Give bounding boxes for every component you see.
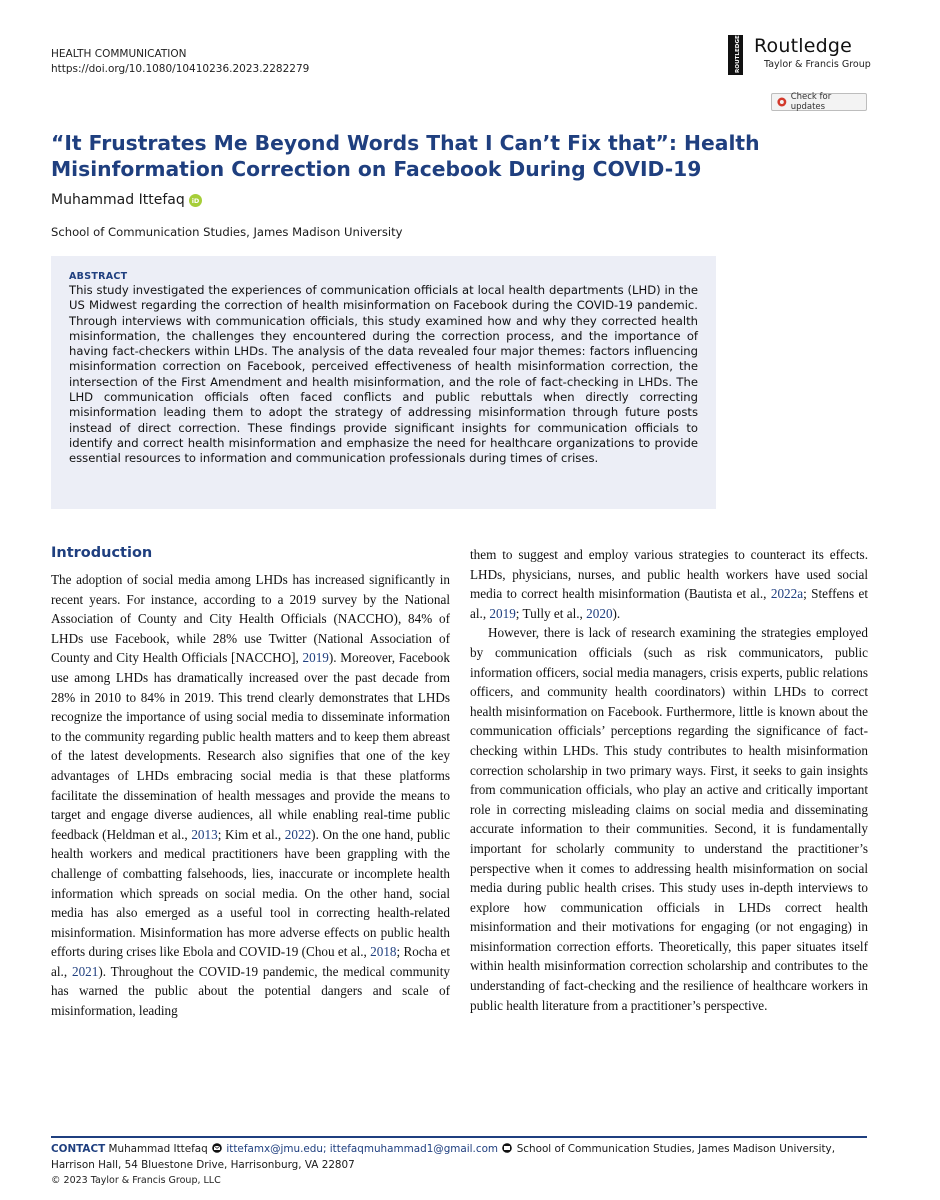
crossmark-icon xyxy=(777,97,787,107)
contact-label: CONTACT xyxy=(51,1143,106,1155)
publisher-group: Taylor & Francis Group xyxy=(764,59,871,70)
doi-link[interactable]: https://doi.org/10.1080/10410236.2023.2282279 xyxy=(51,63,310,75)
paragraph: them to suggest and employ various strategies to counteract its effects. LHDs, physicians, nurses, and public health workers have used social media to correct health misinformation (Bautista et al., 2022a; Steffens et al., 2019; Tully et al., 2020). xyxy=(470,547,868,621)
copyright: © 2023 Taylor & Francis Group, LLC xyxy=(51,1175,221,1186)
publisher-name: Routledge xyxy=(754,35,853,57)
svg-text:iD: iD xyxy=(191,196,200,205)
citation-link[interactable]: 2020 xyxy=(586,605,613,621)
contact-name: Muhammad Ittefaq xyxy=(108,1143,208,1155)
citation-link[interactable]: 2021 xyxy=(71,963,99,979)
running-head xyxy=(51,47,309,77)
contact-emails[interactable]: ittefamx@jmu.edu; ittefaqmuhammad1@gmail.com xyxy=(226,1143,499,1155)
contact-address: School of Communication Studies, James Madison University, Harrison Hall, 54 Bluestone Drive, Harrisonburg, VA 22807 xyxy=(51,1143,836,1171)
address-icon xyxy=(501,1143,513,1153)
paragraph: However, there is lack of research examining the strategies employed by communication officials (such as risk communicators, public information officers, social media managers, crisis experts, public relations officers, and community health coordinators) within LHDs to correct health misinformation on Facebook. Furthermore, little is known about the communication officials’ perceptions regarding the significance of fact-checking within LHDs. This study contributes to health misinformation correction scholarship in two primary ways. First, it seeks to gain insights from communication officials, who play an active and critically important role in correcting misleading claims on social media and disseminating accurate information to their communities. Second, it is fundamentally important for scholarly community to understand the practitioner’s perspective when it comes to addressing health misinformation on social media during public health crises. This study uses in-depth interviews to explore how communication officials in LHDs correct health misinformation and their motivations for engaging (or not engaging) in misinformation correction efforts. Theoretically, this paper situates itself within health misinformation correction scholarship and contributes to the understanding of fact-checking and the resilience of healthcare workers in public health literature from a practitioner’s perspective. xyxy=(470,625,868,1013)
body-column-right xyxy=(470,545,868,1015)
author-line xyxy=(51,192,202,208)
abstract-text: This study investigated the experiences of communication officials at local health departments (LHD) in the US Midwest regarding the correction of health misinformation on Facebook during the COVID-19 pandemic. Through interviews with communication officials, this study examined how and why they corrected health misinformation, the challenges they encountered during the correction process, and the importance of having fact-checkers within LHDs. The analysis of the data revealed four major themes: factors influencing misinformation correction on Facebook, perceived effectiveness of health misinformation correction, the intersection of the First Amendment and health misinformation, and the role of fact-checking in LHDs. The LHD communication officials often faced conflicts and public rebuttals when directly correcting misinformation leading them to adopt the strategy of addressing misinformation through future posts instead of direct correction. These findings provide significant insights for communication officials to identify and correct health misinformation and emphasize the need for healthcare organizations to provide essential resources to information and communication professionals during times of crises. xyxy=(69,283,698,466)
journal-name: HEALTH COMMUNICATION xyxy=(51,48,187,60)
citation-link[interactable]: 2022 xyxy=(284,826,312,842)
abstract-label: ABSTRACT xyxy=(69,271,128,282)
abstract-box xyxy=(51,256,716,509)
article-title: “It Frustrates Me Beyond Words That I Can’t Fix that”: Health Misinformation Correction on Facebook During COVID-19 xyxy=(51,131,760,181)
check-for-updates-label: Check for updates xyxy=(790,92,832,112)
body-column-left xyxy=(51,570,450,1021)
section-heading-introduction: Introduction xyxy=(51,545,153,561)
routledge-mark-icon xyxy=(728,35,743,75)
citation-link[interactable]: 2018 xyxy=(370,944,397,960)
citation-link[interactable]: 2013 xyxy=(191,826,218,842)
citation-link[interactable]: 2022a xyxy=(770,586,804,602)
orcid-icon[interactable] xyxy=(189,194,202,207)
paragraph: The adoption of social media among LHDs has increased significantly in recent years. For instance, according to a 2019 survey by the National Association of County and City Health Officials (NACCHO), 84% of LHDs use Facebook, while 28% use Twitter (National Association of County and City Health Officials [NACCHO], 2019). Moreover, Facebook use among LHDs has dramatically increased over the past decade from 28% in 2010 to 84% in 2019. This trend clearly demonstrates that LHDs recognize the importance of using social media to disseminate information to the community regarding public health matters and to keep them abreast of the latest developments. Research also signifies that one of the key advantages of LHDs embracing social media is that these platforms facilitate the dissemination of health messages and provide the means to target and engage diverse audiences, all while enabling real-time public feedback (Heldman et al., 2013; Kim et al., 2022). On the one hand, public health workers and medical practitioners have been grappling with the challenge of combatting falsehoods, lies, inaccurate or incomplete health information which spreads on social media. On the other hand, social media has also emerged as a useful tool in correcting health-related misinformation. Misinformation has more adverse effects on public health efforts during crises like Ebola and COVID-19 (Chou et al., 2018; Rocha et al., 2021). Throughout the COVID-19 pandemic, the medical community has warned the public about the potential dangers and scale of misinformation, leading xyxy=(51,572,450,1019)
author-name: Muhammad Ittefaq xyxy=(51,192,185,208)
citation-link[interactable]: 2019 xyxy=(489,605,516,621)
publisher-logo xyxy=(728,35,878,77)
check-for-updates-button[interactable] xyxy=(771,93,867,111)
footer-divider xyxy=(51,1136,867,1138)
contact-line xyxy=(51,1142,867,1173)
affiliation: School of Communication Studies, James Madison University xyxy=(51,225,403,239)
routledge-mark-text: ROUTLEDGE xyxy=(735,35,741,73)
email-icon xyxy=(211,1143,223,1153)
citation-link[interactable]: 2019 xyxy=(302,650,329,666)
